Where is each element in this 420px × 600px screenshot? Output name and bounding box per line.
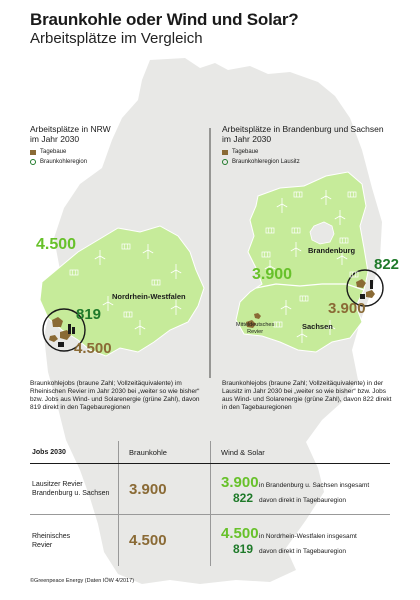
table-header <box>30 441 390 464</box>
total-jobs-text: in Brandenburg u. Sachsen insgesamt <box>259 481 370 489</box>
direct-jobs-text: davon direkt in Tagebauregion <box>259 496 346 504</box>
direct-jobs-text: davon direkt in Tagebauregion <box>259 548 346 555</box>
page-subtitle: Arbeitsplätze im Vergleich <box>30 30 203 47</box>
row-region: Lausitzer Revier Brandenburg u. Sachsen <box>32 481 110 497</box>
total-jobs-value: 4.500 <box>221 525 259 542</box>
region-circle-swatch <box>30 159 36 165</box>
coal-jobs-value: 4.500 <box>129 532 167 549</box>
region-circle-swatch <box>222 159 228 165</box>
total-jobs-value: 3.900 <box>221 473 259 491</box>
nrw-description: Braunkohlejobs (braune Zahl; Vollzeitäquivalente) im Rheinischen Revier im Jahr 2030 bei „weiter so wie bisher“ bzw. Jobs aus Wind- und Solarenergie (grüne Zahl), davon 819 direkt in den Tagebauregionen <box>30 380 200 411</box>
header-jobs-2030: Jobs 2030 <box>32 448 66 456</box>
header-wind-solar: Wind & Solar <box>210 441 390 463</box>
nrw-panel-title: Arbeitsplätze in NRW im Jahr 2030 <box>30 124 111 144</box>
nrw-wind-solar-jobs: 4.500 <box>36 236 77 253</box>
total-jobs-text: in Nordrhein-Westfalen insgesamt <box>259 533 357 540</box>
page-title: Braunkohle oder Wind und Solar? <box>30 10 299 29</box>
direct-jobs-value: 822 <box>232 490 253 505</box>
east-description: Braunkohlejobs (braune Zahl; Vollzeitäquivalente) in der Lausitz im Jahr 2030 bei „weiter so wie bisher“ bzw. Jobs aus Wind- und Solarenergie (grüne Zahl), davon 822 direkt in den Tagebauregionen <box>222 380 392 411</box>
mitteldeutsches-revier-label: Mitteldeutsches Revier <box>236 322 275 335</box>
east-direct-jobs: 822 <box>374 256 400 273</box>
nrw-legend: Tagebaue Braunkohleregion <box>30 148 87 168</box>
mine-swatch <box>30 150 36 155</box>
direct-jobs-value: 819 <box>232 542 253 556</box>
east-legend: Tagebaue Braunkohleregion Lausitz <box>222 148 300 168</box>
header-braunkohle: Braunkohle <box>118 441 210 463</box>
sachsen-label: Sachsen <box>302 322 333 331</box>
table-row <box>30 515 390 566</box>
brandenburg-label: Brandenburg <box>308 246 356 255</box>
east-wind-solar-jobs: 3.900 <box>252 266 293 283</box>
footer-credit: ©Greenpeace Energy (Daten IÖW 4/2017) <box>30 578 135 584</box>
coal-jobs-value: 3.900 <box>129 480 167 498</box>
comparison-table <box>30 441 390 566</box>
mine-swatch <box>222 150 228 155</box>
nrw-coal-jobs: 4.500 <box>74 340 112 357</box>
nrw-direct-jobs: 819 <box>76 306 102 323</box>
nrw-region-label: Nordrhein-Westfalen <box>112 292 186 301</box>
east-coal-jobs: 3.900 <box>328 300 366 317</box>
east-panel-title: Arbeitsplätze in Brandenburg und Sachsen im Jahr 2030 <box>222 124 384 144</box>
table-row <box>30 464 390 515</box>
row-region: Rheinisches Revier <box>32 532 71 549</box>
